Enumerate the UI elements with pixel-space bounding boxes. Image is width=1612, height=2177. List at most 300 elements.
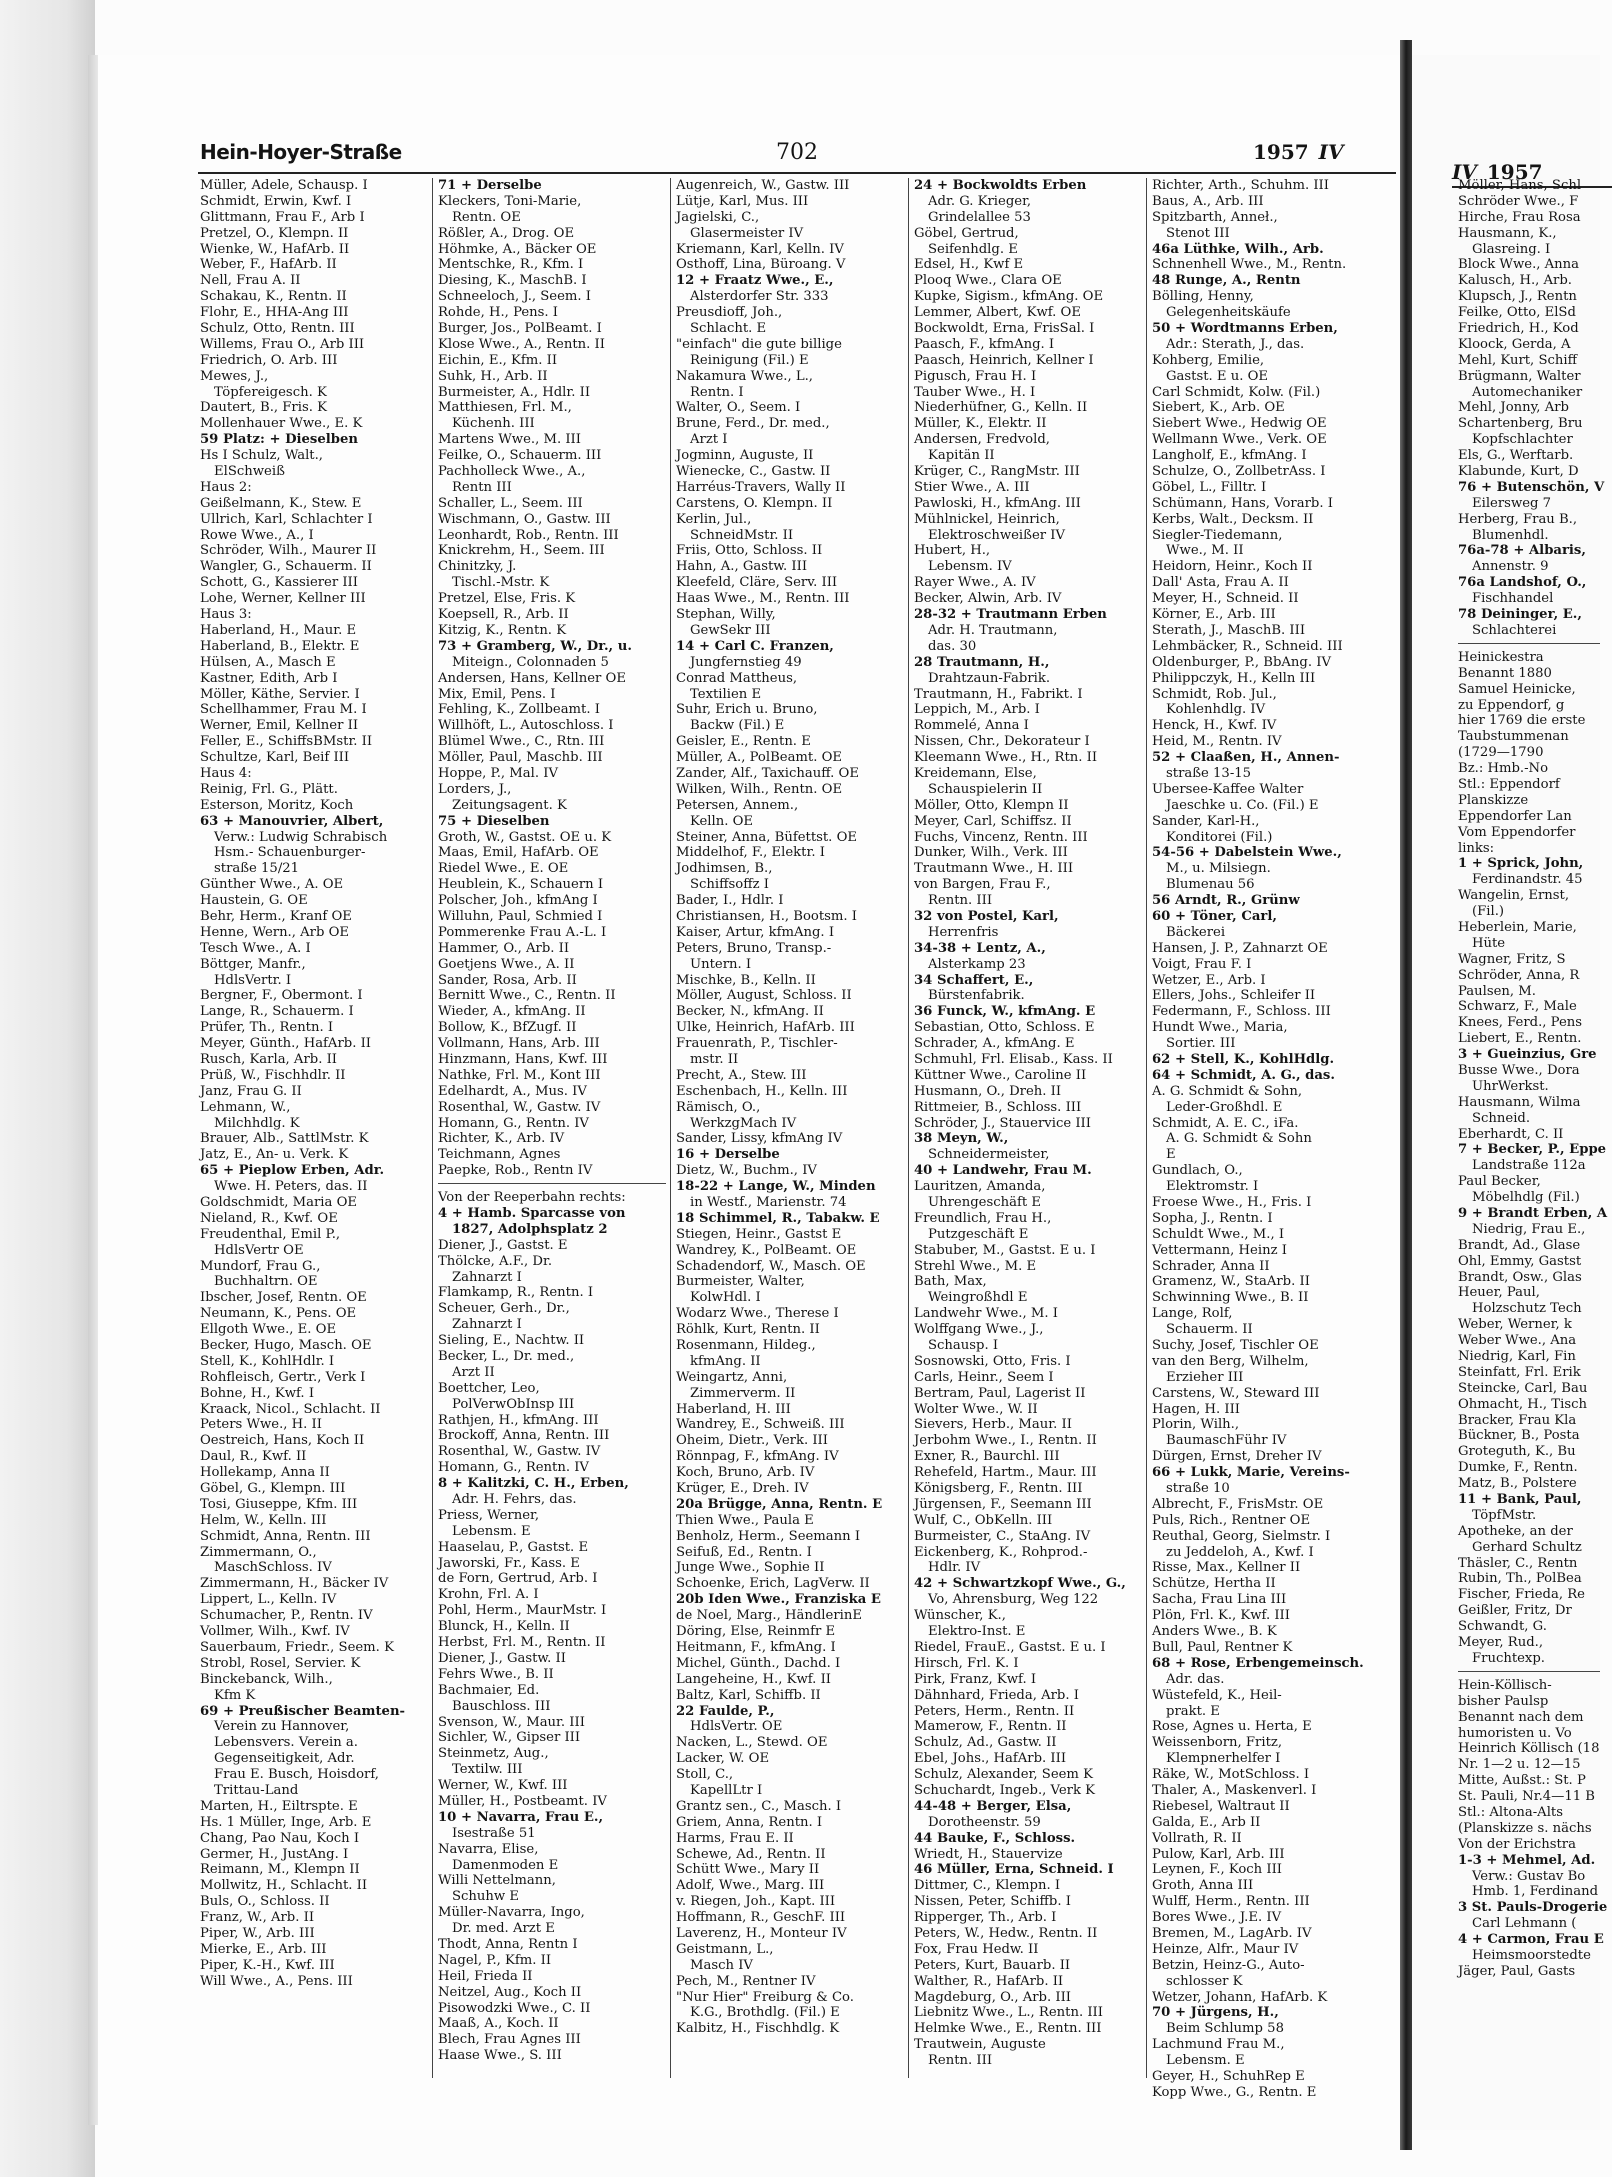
directory-entry: Strobl, Rosel, Servier. K bbox=[200, 1655, 361, 1671]
directory-entry: Vollmer, Wilh., Kwf. IV bbox=[200, 1624, 350, 1640]
directory-entry: Werner, Emil, Kellner II bbox=[200, 718, 359, 734]
directory-entry: Willems, Frau O., Arb III bbox=[200, 336, 365, 352]
directory-entry: Frauenrath, P., Tischler- bbox=[676, 1036, 838, 1052]
directory-entry: Hammer, O., Arb. II bbox=[438, 940, 570, 956]
directory-entry: Esterson, Moritz, Koch bbox=[200, 797, 354, 813]
directory-entry: Harms, Frau E. II bbox=[676, 1830, 794, 1846]
directory-entry: Steinfatt, Frl. Erik bbox=[1458, 1364, 1581, 1380]
directory-entry: Bertram, Paul, Lagerist II bbox=[914, 1385, 1086, 1401]
directory-entry: Tauber Wwe., H. I bbox=[914, 384, 1036, 400]
directory-column-5 bbox=[1152, 178, 1388, 2100]
directory-entry: straße 10 bbox=[1166, 1481, 1230, 1497]
directory-entry: Hubert, H., bbox=[914, 543, 991, 559]
directory-entry: Kleckers, Toni-Marie, bbox=[438, 193, 582, 209]
directory-entry: 44-48 + Berger, Elsa, bbox=[914, 1798, 1072, 1814]
directory-entry: Konditorei (Fil.) bbox=[1166, 829, 1273, 845]
directory-entry: Dunker, Wilh., Verk. III bbox=[914, 845, 1068, 861]
directory-entry: Wünscher, K., bbox=[914, 1608, 1006, 1624]
directory-entry: Wetzer, Johann, HafArb. K bbox=[1152, 1989, 1328, 2005]
directory-entry: Paasch, F., kfmAng. I bbox=[914, 336, 1055, 352]
directory-entry: Precht, A., Stew. III bbox=[676, 1067, 807, 1083]
directory-entry: Will Wwe., A., Pens. III bbox=[200, 1973, 353, 1989]
directory-entry: Groth, W., Gastst. OE u. K bbox=[438, 829, 612, 845]
directory-entry: Hausmann, K., bbox=[1458, 225, 1557, 241]
directory-entry: Ohmacht, H., Tisch bbox=[1458, 1396, 1587, 1412]
directory-entry: Edsel, H., Kwf E bbox=[914, 257, 1024, 273]
directory-entry: Schneid. bbox=[1472, 1110, 1531, 1126]
directory-entry: K.G., Brothdlg. (Fil.) E bbox=[690, 2005, 840, 2021]
directory-entry: 62 + Stell, K., KohlHdlg. bbox=[1152, 1051, 1335, 1067]
directory-entry: 1827, Adolphsplatz 2 bbox=[452, 1221, 608, 1237]
directory-entry: Schmidt, Erwin, Kwf. I bbox=[200, 193, 352, 209]
directory-entry: Hinzmann, Hans, Kwf. III bbox=[438, 1051, 608, 1067]
directory-entry: Von der Reeperbahn rechts: bbox=[438, 1190, 626, 1206]
directory-entry: Wieder, A., kfmAng. II bbox=[438, 1004, 586, 1020]
directory-entry: Hirche, Frau Rosa bbox=[1458, 209, 1581, 225]
directory-entry: Mix, Emil, Pens. I bbox=[438, 686, 556, 702]
directory-entry: Müller, Adele, Schausp. I bbox=[200, 178, 368, 193]
directory-entry: A. G. Schmidt & Sohn bbox=[1166, 1131, 1312, 1147]
directory-entry: Sosnowski, Otto, Fris. I bbox=[914, 1353, 1071, 1369]
directory-entry: Räke, W., MotSchloss. I bbox=[1152, 1767, 1310, 1783]
directory-entry: 59 Platz: + Dieselben bbox=[200, 432, 358, 448]
directory-entry: Herberg, Frau B., bbox=[1458, 511, 1578, 527]
directory-entry: 52 + Claaßen, H., Annen- bbox=[1152, 750, 1340, 766]
directory-entry: Pisowodzki Wwe., C. II bbox=[438, 2000, 591, 2016]
directory-entry: Jaworski, Fr., Kass. E bbox=[438, 1555, 580, 1571]
directory-entry: Neumann, K., Pens. OE bbox=[200, 1306, 357, 1322]
directory-entry: Burger, Jos., PolBeamt. I bbox=[438, 321, 602, 337]
directory-entry: Goldschmidt, Maria OE bbox=[200, 1195, 358, 1210]
directory-entry: Leonhardt, Rob., Rentn. III bbox=[438, 527, 619, 543]
directory-entry: Marten, H., Eiltrspte. E bbox=[200, 1798, 358, 1814]
directory-entry: Gerhard Schultz bbox=[1472, 1539, 1582, 1555]
directory-entry: Ullrich, Karl, Schlachter I bbox=[200, 511, 373, 527]
directory-entry: Plooq Wwe., Clara OE bbox=[914, 273, 1062, 289]
directory-entry: Röhlk, Kurt, Rentn. II bbox=[676, 1322, 820, 1338]
directory-entry: Riedel Wwe., E. OE bbox=[438, 861, 569, 877]
directory-entry: Geißelmann, K., Stew. E bbox=[200, 495, 362, 511]
directory-entry: Grindelallee 53 bbox=[928, 209, 1031, 225]
directory-entry: Kerbs, Walt., Decksm. II bbox=[1152, 511, 1314, 527]
directory-entry: Rößler, A., Drog. OE bbox=[438, 225, 575, 241]
directory-entry: 68 + Rose, Erbengemeinsch. bbox=[1152, 1655, 1364, 1671]
directory-entry: Prüß, W., Fischhdlr. II bbox=[200, 1067, 346, 1083]
directory-entry: Navarra, Elise, bbox=[438, 1841, 539, 1857]
directory-entry: Lütje, Karl, Mus. III bbox=[676, 193, 809, 209]
directory-entry: Steiner, Anna, Büfettst. OE bbox=[676, 829, 858, 845]
directory-entry: 3 + Gueinzius, Gre bbox=[1458, 1047, 1597, 1063]
directory-entry: Klupsch, J., Rentn bbox=[1458, 289, 1577, 305]
directory-entry: Matthiesen, Frl. M., bbox=[438, 400, 572, 416]
directory-entry: Friis, Otto, Schloss. II bbox=[676, 543, 823, 559]
directory-entry: Göbel, Gertrud, bbox=[914, 225, 1019, 241]
directory-entry: Suchy, Josef, Tischler OE bbox=[1152, 1338, 1319, 1354]
directory-entry: Andersen, Hans, Kellner OE bbox=[438, 670, 626, 686]
directory-entry: 44 Bauke, F., Schloss. bbox=[914, 1830, 1076, 1846]
directory-entry: Homann, G., Rentn. IV bbox=[438, 1115, 589, 1131]
directory-entry: Dürgen, Ernst, Dreher IV bbox=[1152, 1449, 1322, 1465]
directory-entry: straße 13-15 bbox=[1166, 765, 1252, 781]
section-divider bbox=[1458, 643, 1600, 650]
directory-entry: Kraack, Nicol., Schlacht. II bbox=[200, 1401, 381, 1417]
directory-entry: Haase Wwe., S. III bbox=[438, 2048, 562, 2064]
directory-entry: Burmeister, A., Hdlr. II bbox=[438, 384, 591, 400]
directory-entry: Erzieher III bbox=[1166, 1369, 1244, 1385]
directory-entry: Werner, W., Kwf. III bbox=[438, 1778, 568, 1794]
directory-entry: (1729—1790 bbox=[1458, 745, 1544, 761]
directory-entry: Conrad Mattheus, bbox=[676, 670, 798, 686]
directory-entry: Dr. med. Arzt E bbox=[452, 1921, 555, 1937]
directory-entry: Tosi, Giuseppe, Kfm. III bbox=[200, 1496, 358, 1512]
directory-entry: Wienecke, C., Gastw. II bbox=[676, 464, 831, 480]
directory-entry: Klabunde, Kurt, D bbox=[1458, 464, 1579, 480]
directory-entry: Fox, Frau Hedw. II bbox=[914, 1941, 1039, 1957]
directory-entry: Becker, Hugo, Masch. OE bbox=[200, 1338, 372, 1354]
directory-entry: Paulsen, M. bbox=[1458, 983, 1536, 999]
directory-entry: Zahnarzt I bbox=[452, 1317, 522, 1333]
directory-entry: Wulf, C., ObKelln. III bbox=[914, 1512, 1053, 1528]
directory-entry: Klempnerhelfer I bbox=[1166, 1751, 1281, 1767]
directory-entry: Schuchardt, Ingeb., Verk K bbox=[914, 1782, 1095, 1798]
directory-entry: Nathke, Frl. M., Kont III bbox=[438, 1067, 601, 1083]
directory-entry: Stier Wwe., A. III bbox=[914, 479, 1030, 495]
directory-entry: Sander, Rosa, Arb. II bbox=[438, 972, 577, 988]
directory-entry: TöpfMstr. bbox=[1472, 1507, 1537, 1523]
directory-entry: Flohr, E., HHA-Ang III bbox=[200, 305, 349, 321]
directory-column-6 bbox=[1458, 178, 1608, 2088]
directory-entry: Priess, Werner, bbox=[438, 1507, 540, 1523]
directory-entry: zu Eppendorf, g bbox=[1458, 697, 1565, 713]
directory-entry: 3 St. Pauls-Drogerie bbox=[1458, 1900, 1608, 1916]
directory-entry: (Fil.) bbox=[1472, 904, 1505, 920]
directory-entry: 66 + Lukk, Marie, Vereins- bbox=[1152, 1465, 1350, 1481]
directory-entry: Jürgensen, F., Seemann III bbox=[914, 1496, 1092, 1512]
directory-entry: Schewe, Ad., Rentn. II bbox=[676, 1846, 826, 1862]
directory-entry: Magdeburg, O., Arb. III bbox=[914, 1989, 1072, 2005]
directory-entry: Heid, M., Rentn. IV bbox=[1152, 734, 1282, 750]
directory-entry: Weber, Werner, k bbox=[1458, 1317, 1572, 1333]
directory-entry: Chang, Pao Nau, Koch I bbox=[200, 1830, 360, 1846]
directory-entry: "Nur Hier" Freiburg & Co. bbox=[676, 1989, 854, 2005]
directory-entry: Haaselau, P., Gastst. E bbox=[438, 1539, 589, 1555]
directory-entry: A. G. Schmidt & Sohn, bbox=[1152, 1083, 1303, 1099]
directory-entry: Fischer, Frieda, Re bbox=[1458, 1587, 1585, 1603]
directory-entry: Siegler-Tiedemann, bbox=[1152, 527, 1283, 543]
directory-entry: Brockoff, Anna, Rentn. III bbox=[438, 1428, 610, 1444]
directory-entry: Textilien E bbox=[690, 686, 762, 702]
directory-entry: Liebnitz Wwe., L., Rentn. III bbox=[914, 2005, 1103, 2021]
section-divider bbox=[438, 1183, 666, 1190]
directory-entry: Kelln. OE bbox=[690, 813, 754, 829]
directory-entry: Pachholleck Wwe., A., bbox=[438, 464, 586, 480]
directory-entry: Janz, Frau G. II bbox=[200, 1083, 302, 1099]
column-divider bbox=[1146, 178, 1147, 2078]
directory-entry: Sichler, W., Gipser III bbox=[438, 1730, 581, 1746]
directory-entry: Blümel Wwe., C., Rtn. III bbox=[438, 734, 605, 750]
directory-entry: Körner, E., Arb. III bbox=[1152, 607, 1276, 623]
directory-entry: Möller, Paul, Maschb. III bbox=[438, 750, 603, 766]
directory-entry: WerkzgMach IV bbox=[690, 1115, 797, 1131]
directory-entry: 4 + Hamb. Sparcasse von bbox=[438, 1206, 626, 1221]
directory-entry: 40 + Landwehr, Frau M. bbox=[914, 1163, 1092, 1179]
directory-entry: Nagel, P., Kfm. II bbox=[438, 1952, 552, 1968]
directory-entry: Schrader, A., kfmAng. E bbox=[914, 1036, 1075, 1052]
directory-entry: Boettcher, Leo, bbox=[438, 1380, 540, 1396]
directory-entry: Milchhdlg. K bbox=[214, 1115, 300, 1131]
directory-entry: Stabuber, M., Gastst. E u. I bbox=[914, 1242, 1096, 1258]
directory-entry: Nissen, Peter, Schiffb. I bbox=[914, 1894, 1071, 1910]
directory-entry: KapellLtr I bbox=[690, 1782, 763, 1798]
directory-entry: Schiffsoffz I bbox=[690, 877, 769, 893]
directory-entry: 48 Runge, A., Rentn bbox=[1152, 273, 1301, 289]
directory-entry: Schneeloch, J., Seem. I bbox=[438, 289, 592, 305]
directory-entry: Mehl, Jonny, Arb bbox=[1458, 400, 1569, 416]
column-divider bbox=[432, 178, 433, 2078]
directory-entry: Jaeschke u. Co. (Fil.) E bbox=[1166, 797, 1319, 813]
directory-entry: Edelhardt, A., Mus. IV bbox=[438, 1083, 587, 1099]
directory-entry: 18-22 + Lange, W., Minden bbox=[676, 1179, 876, 1195]
directory-entry: Lebensvers. Verein a. bbox=[214, 1735, 358, 1751]
directory-entry: ElSchweiß bbox=[214, 464, 285, 480]
directory-entry: Steinmetz, Aug., bbox=[438, 1746, 549, 1762]
directory-entry: Blunck, H., Kelln. II bbox=[438, 1619, 570, 1635]
directory-entry: Plön, Frl. K., Kwf. III bbox=[1152, 1608, 1290, 1624]
directory-entry: Dähnhard, Frieda, Arb. I bbox=[914, 1687, 1079, 1703]
directory-entry: HdlsVertr OE bbox=[214, 1242, 304, 1258]
directory-entry: Plorin, Wilh., bbox=[1152, 1417, 1240, 1433]
directory-entry: Middelhof, F., Elektr. I bbox=[676, 845, 825, 861]
directory-entry: Meyer, Carl, Schiffsz. II bbox=[914, 813, 1072, 829]
directory-entry: Benannt 1880 bbox=[1458, 665, 1552, 681]
directory-entry: Hülsen, A., Masch E bbox=[200, 654, 336, 670]
directory-entry: Lippert, L., Kelln. IV bbox=[200, 1592, 337, 1608]
directory-entry: Ibscher, Josef, Rentn. OE bbox=[200, 1290, 367, 1306]
directory-entry: Arzt I bbox=[690, 432, 728, 448]
book-spine bbox=[1400, 40, 1412, 2150]
directory-entry: Stell, K., KohlHdlr. I bbox=[200, 1353, 335, 1369]
directory-entry: Zeitungsagent. K bbox=[452, 797, 567, 813]
directory-entry: Mühlnickel, Heinrich, bbox=[914, 511, 1060, 527]
directory-entry: Pohl, Herm., MaurMstr. I bbox=[438, 1603, 607, 1619]
directory-entry: Kopfschlachter bbox=[1472, 432, 1573, 448]
directory-entry: Möller, Hans, Schl bbox=[1458, 178, 1582, 193]
directory-entry: Kloock, Gerda, A bbox=[1458, 336, 1571, 352]
directory-entry: Wüstefeld, K., Heil- bbox=[1152, 1687, 1282, 1703]
directory-entry: Elektromstr. I bbox=[1166, 1179, 1259, 1195]
directory-entry: Samuel Heinicke, bbox=[1458, 681, 1576, 697]
directory-entry: Michel, Günth., Dachd. I bbox=[676, 1655, 841, 1671]
directory-entry: Geyer, H., SchuhRep E bbox=[1152, 2068, 1305, 2084]
directory-entry: Textilw. III bbox=[452, 1762, 523, 1778]
directory-entry: Reimann, M., Klempn II bbox=[200, 1862, 360, 1878]
directory-entry: Kerlin, Jul., bbox=[676, 511, 752, 527]
directory-entry: Stephan, Willy, bbox=[676, 607, 776, 623]
directory-entry: Wienke, W., HafArb. II bbox=[200, 241, 350, 257]
year: 1957 bbox=[1253, 140, 1309, 164]
directory-entry: Thien Wwe., Paula E bbox=[676, 1512, 814, 1528]
directory-entry: Benholz, Herm., Seemann I bbox=[676, 1528, 861, 1544]
directory-entry: SchneidMstr. II bbox=[690, 527, 794, 543]
directory-entry: Reinigung (Fil.) E bbox=[690, 352, 809, 368]
directory-entry: Groth, Anna III bbox=[1152, 1878, 1254, 1894]
directory-entry: Junge Wwe., Sophie II bbox=[676, 1560, 825, 1576]
directory-entry: Thaler, A., Maskenverl. I bbox=[1152, 1782, 1317, 1798]
directory-entry: Königsberg, F., Rentn. III bbox=[914, 1481, 1083, 1497]
directory-entry: Schauspielerin II bbox=[928, 781, 1043, 797]
directory-entry: Heinickestra bbox=[1458, 649, 1544, 665]
directory-entry: 60 + Töner, Carl, bbox=[1152, 908, 1277, 924]
directory-entry: Dall' Asta, Frau A. II bbox=[1152, 575, 1289, 591]
directory-entry: Lebensm. IV bbox=[928, 559, 1012, 575]
directory-entry: Goetjens Wwe., A. II bbox=[438, 956, 575, 972]
directory-entry: Feilke, Otto, ElSd bbox=[1458, 305, 1576, 321]
directory-entry: Küttner Wwe., Caroline II bbox=[914, 1067, 1087, 1083]
directory-entry: Lorders, J., bbox=[438, 781, 512, 797]
directory-entry: Rowe Wwe., A., I bbox=[200, 527, 314, 543]
directory-entry: Rayer Wwe., A. IV bbox=[914, 575, 1036, 591]
directory-entry: Schwinning Wwe., B. II bbox=[1152, 1290, 1309, 1306]
directory-entry: Herrenfris bbox=[928, 924, 999, 940]
directory-entry: Schausp. I bbox=[928, 1338, 999, 1354]
directory-entry: Grantz sen., C., Masch. I bbox=[676, 1798, 842, 1814]
directory-entry: Walther, R., HafArb. II bbox=[914, 1973, 1064, 1989]
directory-entry: Schulze, O., ZollbetrAss. I bbox=[1152, 464, 1326, 480]
directory-entry: Mischke, B., Kelln. II bbox=[676, 972, 816, 988]
directory-entry: Sortier. III bbox=[1166, 1036, 1236, 1052]
directory-entry: Bockwoldt, Erna, FrisSal. I bbox=[914, 321, 1095, 337]
directory-entry: Thölcke, A.F., Dr. bbox=[438, 1253, 553, 1269]
directory-entry: Ripperger, Th., Arb. I bbox=[914, 1910, 1057, 1926]
directory-entry: Mollwitz, H., Schlacht. II bbox=[200, 1878, 368, 1894]
directory-entry: Gegenseitigkeit, Adr. bbox=[214, 1751, 355, 1767]
directory-entry: Thäsler, C., Rentn bbox=[1458, 1555, 1578, 1571]
directory-entry: Schmidt, Anna, Rentn. III bbox=[200, 1528, 371, 1544]
directory-entry: Planskizze bbox=[1458, 792, 1529, 808]
directory-entry: Wwe. H. Peters, das. II bbox=[214, 1179, 368, 1195]
directory-entry: Putzgeschäft E bbox=[928, 1226, 1029, 1242]
directory-entry: 9 + Brandt Erben, A bbox=[1458, 1206, 1608, 1221]
directory-entry: Mehl, Kurt, Schiff bbox=[1458, 352, 1577, 368]
directory-entry: Homann, G., Rentn. IV bbox=[438, 1460, 589, 1476]
directory-entry: Schauerm. II bbox=[1166, 1322, 1253, 1338]
directory-entry: Schröder, Wilh., Maurer II bbox=[200, 543, 377, 559]
directory-entry: Frau E. Busch, Hoisdorf, bbox=[214, 1767, 379, 1783]
directory-entry: Wangler, G., Schauerm. II bbox=[200, 559, 372, 575]
directory-entry: Elektroschweißer IV bbox=[928, 527, 1065, 543]
directory-entry: Krüger, C., RangMstr. III bbox=[914, 464, 1080, 480]
directory-entry: Kleefeld, Cläre, Serv. III bbox=[676, 575, 838, 591]
directory-entry: Thodt, Anna, Rentn I bbox=[438, 1936, 578, 1952]
directory-entry: Bader, I., Hdlr. I bbox=[676, 893, 784, 909]
directory-entry: Lauritzen, Amanda, bbox=[914, 1179, 1046, 1195]
directory-entry: Eilersweg 7 bbox=[1472, 495, 1552, 511]
directory-entry: Suhr, Erich u. Bruno, bbox=[676, 702, 818, 718]
directory-entry: Schröder Wwe., F bbox=[1458, 193, 1579, 209]
directory-entry: Adr.: Sterath, J., das. bbox=[1166, 336, 1305, 352]
directory-entry: Sopha, J., Rentn. I bbox=[1152, 1210, 1273, 1226]
directory-entry: Sievers, Herb., Maur. II bbox=[914, 1417, 1072, 1433]
directory-entry: Sander, Karl-H., bbox=[1152, 813, 1260, 829]
directory-entry: 65 + Pieplow Erben, Adr. bbox=[200, 1163, 385, 1179]
directory-entry: Hs. 1 Müller, Inge, Arb. E bbox=[200, 1814, 372, 1830]
directory-entry: Brandt, Osw., Glas bbox=[1458, 1269, 1582, 1285]
directory-entry: Ubersee-Kaffee Walter bbox=[1152, 781, 1304, 797]
directory-entry: Döring, Else, Reinmfr E bbox=[676, 1624, 836, 1640]
directory-entry: Wangelin, Ernst, bbox=[1458, 888, 1570, 904]
directory-entry: Koepsell, R., Arb. II bbox=[438, 607, 569, 623]
directory-entry: Stoll, C., bbox=[676, 1767, 734, 1783]
directory-entry: Trautwein, Auguste bbox=[914, 2037, 1046, 2053]
directory-entry: Wischmann, O., Gastw. III bbox=[438, 511, 611, 527]
directory-entry: Holzschutz Tech bbox=[1472, 1301, 1582, 1317]
page-number: 702 bbox=[776, 140, 818, 165]
directory-entry: Weber Wwe., Ana bbox=[1458, 1333, 1577, 1349]
directory-entry: Sacha, Frau Lina III bbox=[1152, 1592, 1287, 1608]
directory-entry: Mitte, Außst.: St. P bbox=[1458, 1773, 1586, 1789]
directory-entry: Vettermann, Heinz I bbox=[1152, 1242, 1287, 1258]
directory-entry: Ferdinandstr. 45 bbox=[1472, 872, 1583, 888]
directory-entry: Reinig, Frl. G., Plätt. bbox=[200, 781, 338, 797]
directory-entry: 28-32 + Trautmann Erben bbox=[914, 607, 1107, 623]
directory-entry: Willuhn, Paul, Schmied I bbox=[438, 908, 603, 924]
directory-entry: Hoffmann, R., GeschF. III bbox=[676, 1910, 846, 1926]
directory-entry: Preusdioff, Joh., bbox=[676, 305, 783, 321]
directory-entry: Kopp Wwe., G., Rentn. E bbox=[1152, 2084, 1317, 2100]
year-part-header bbox=[1253, 140, 1344, 164]
directory-entry: Müller, A., PolBeamt. OE bbox=[676, 750, 843, 766]
directory-entry: Puls, Rich., Rentner OE bbox=[1152, 1512, 1311, 1528]
directory-entry: Schoenke, Erich, LagVerw. II bbox=[676, 1576, 870, 1592]
directory-entry: Henck, H., Kwf. IV bbox=[1152, 718, 1277, 734]
directory-entry: Binckebanck, Wilh., bbox=[200, 1671, 333, 1687]
directory-entry: Paepke, Rob., Rentn IV bbox=[438, 1163, 593, 1179]
header-rule bbox=[198, 172, 1396, 174]
directory-entry: Schütze, Hertha II bbox=[1152, 1576, 1276, 1592]
directory-entry: 16 + Derselbe bbox=[676, 1147, 780, 1163]
directory-entry: Wetzer, E., Arb. I bbox=[1152, 972, 1266, 988]
directory-entry: Lehmbäcker, R., Schneid. III bbox=[1152, 638, 1343, 654]
directory-entry: Rose, Agnes u. Herta, E bbox=[1152, 1719, 1312, 1735]
directory-entry: Kreidemann, Else, bbox=[914, 765, 1037, 781]
directory-entry: Heuer, Paul, bbox=[1458, 1285, 1540, 1301]
directory-entry: Bäckerei bbox=[1166, 924, 1226, 940]
section-divider bbox=[1458, 1671, 1600, 1678]
directory-entry: Sander, Lissy, kfmAng IV bbox=[676, 1131, 843, 1147]
directory-entry: 10 + Navarra, Frau E., bbox=[438, 1809, 604, 1825]
directory-entry: Lebensm. E bbox=[1166, 2053, 1245, 2069]
directory-entry: schlosser K bbox=[1166, 1973, 1243, 1989]
directory-entry: Gastst. E u. OE bbox=[1166, 368, 1269, 384]
directory-entry: Anders Wwe., B. K bbox=[1152, 1624, 1277, 1640]
directory-entry: 36 Funck, W., kfmAng. E bbox=[914, 1004, 1096, 1020]
directory-entry: Heil, Frieda II bbox=[438, 1968, 533, 1984]
directory-entry: mstr. II bbox=[690, 1051, 739, 1067]
directory-entry: Freudenthal, Emil P., bbox=[200, 1226, 341, 1242]
directory-entry: Wandrey, E., Schweiß. III bbox=[676, 1417, 845, 1433]
directory-entry: Langeheine, H., Kwf. II bbox=[676, 1671, 831, 1687]
directory-entry: Niederhüfner, G., Kelln. II bbox=[914, 400, 1088, 416]
directory-entry: in Westf., Marienstr. 74 bbox=[690, 1195, 847, 1210]
directory-entry: Hollekamp, Anna II bbox=[200, 1465, 330, 1481]
directory-entry: Stiegen, Heinr., Gastst E bbox=[676, 1226, 842, 1242]
directory-entry: Isestraße 51 bbox=[452, 1825, 536, 1841]
directory-entry: Knees, Ferd., Pens bbox=[1458, 1015, 1583, 1031]
directory-entry: Gramenz, W., StaArb. II bbox=[1152, 1274, 1310, 1290]
directory-entry: 34 Schaffert, E., bbox=[914, 972, 1034, 988]
directory-entry: Diener, J., Gastst. E bbox=[438, 1237, 568, 1253]
directory-entry: Hansen, J. P., Zahnarzt OE bbox=[1152, 940, 1328, 956]
